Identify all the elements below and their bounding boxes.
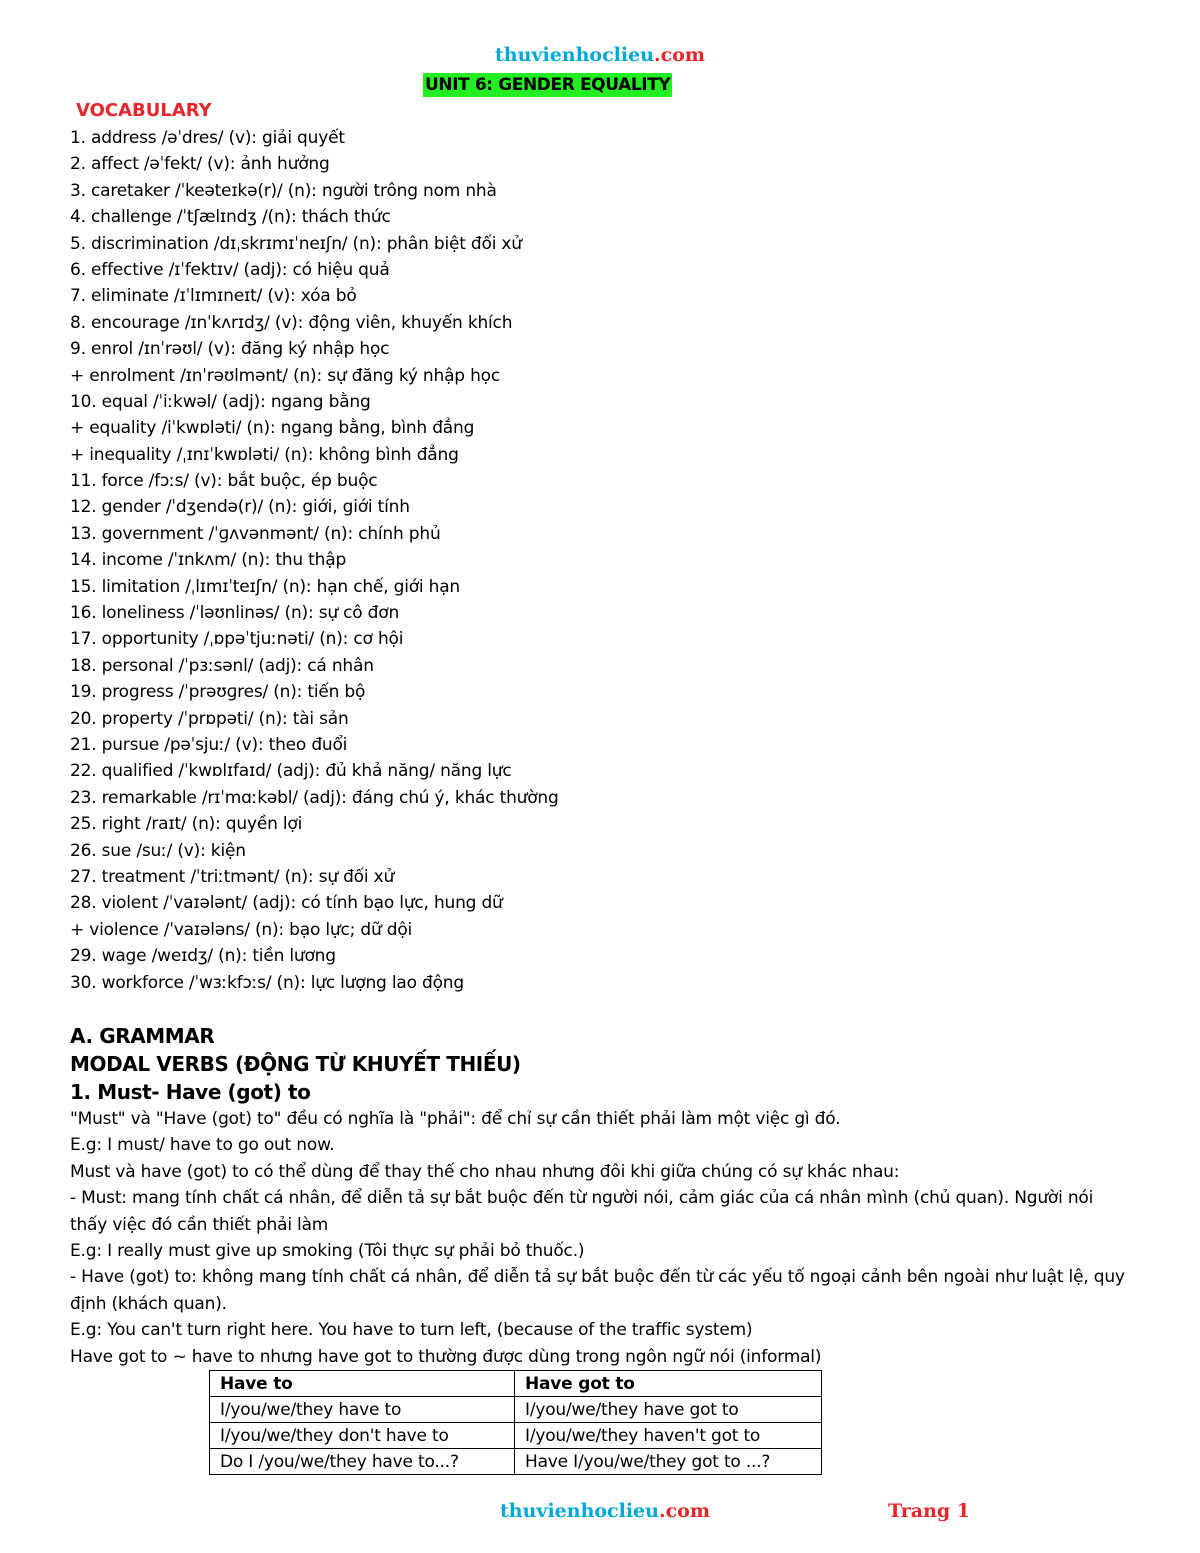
vocabulary-item: 6. effective /ɪˈfektɪv/ (adj): có hiệu quả: [70, 259, 390, 280]
table-row: [210, 1423, 822, 1449]
grammar-paragraph: Have got to ~ have to nhưng have got to thường được dùng trong ngôn ngữ nói (informal): [70, 1346, 822, 1367]
vocabulary-item: + violence /ˈvaɪələns/ (n): bạo lực; dữ dội: [70, 919, 413, 940]
site-domain: .com: [658, 1500, 710, 1522]
vocabulary-item: 10. equal /ˈiːkwəl/ (adj): ngang bằng: [70, 391, 371, 412]
grammar-section-title: 1. Must- Have (got) to: [70, 1080, 311, 1104]
vocabulary-list: [70, 125, 1130, 996]
vocabulary-item: + enrolment /ɪnˈrəʊlmənt/ (n): sự đăng ký nhập học: [70, 365, 501, 386]
vocabulary-item: 19. progress /ˈprəʊɡres/ (n): tiến bộ: [70, 682, 366, 703]
grammar-example: E.g: I really must give up smoking (Tôi thực sự phải bỏ thuốc.): [70, 1241, 585, 1262]
vocabulary-item: 29. wage /weɪdʒ/ (n): tiền lương: [70, 946, 336, 967]
vocabulary-item: 23. remarkable /rɪˈmɑːkəbl/ (adj): đáng chú ý, khác thường: [70, 787, 559, 808]
table-cell: I/you/we/they haven't got to: [515, 1423, 822, 1449]
vocabulary-item: + equality /iˈkwɒləti/ (n): ngang bằng, bình đẳng: [70, 418, 475, 439]
vocabulary-item: 5. discrimination /dɪˌskrɪmɪˈneɪʃn/ (n): phân biệt đối xử: [70, 233, 522, 254]
grammar-paragraph: "Must" và "Have (got) to" đều có nghĩa là "phải": để chỉ sự cần thiết phải làm một việc gì đó.: [70, 1109, 841, 1129]
vocabulary-item: 9. enrol /ɪnˈrəʊl/ (v): đăng ký nhập học: [70, 339, 390, 360]
vocabulary-item: 25. right /raɪt/ (n): quyền lợi: [70, 814, 303, 835]
page-number: Trang 1: [888, 1500, 971, 1522]
vocabulary-item: 2. affect /əˈfekt/ (v): ảnh hưởng: [70, 154, 330, 175]
site-footer[interactable]: [500, 1500, 710, 1522]
grammar-example: E.g: I must/ have to go out now.: [70, 1135, 335, 1156]
vocabulary-item: 28. violent /ˈvaɪələnt/ (adj): có tính bạo lực, hung dữ: [70, 893, 503, 914]
grammar-subheading: MODAL VERBS (ĐỘNG TỪ KHUYẾT THIẾU): [70, 1052, 521, 1076]
vocabulary-item: 15. limitation /ˌlɪmɪˈteɪʃn/ (n): hạn chế, giới hạn: [70, 576, 461, 597]
grammar-paragraph: - Must: mang tính chất cá nhân, để diễn tả sự bắt buộc đến từ người nói, cảm giác của cá nhân mình (chủ quan). Người nói thấy việc đó cần thiết phải làm: [70, 1188, 1094, 1235]
table-header-cell: Have to: [210, 1371, 515, 1397]
site-name: thuvienhoclieu: [495, 44, 654, 66]
vocabulary-item: 30. workforce /ˈwɜːkfɔːs/ (n): lực lượng lao động: [70, 972, 464, 993]
vocabulary-item: 27. treatment /ˈtriːtmənt/ (n): sự đối xử: [70, 866, 395, 887]
vocabulary-heading: VOCABULARY: [76, 100, 212, 121]
table-row: [210, 1397, 822, 1423]
vocabulary-item: 16. loneliness /ˈləʊnlinəs/ (n): sự cô đơn: [70, 603, 400, 624]
vocabulary-item: 11. force /fɔːs/ (v): bắt buộc, ép buộc: [70, 471, 378, 492]
have-to-table: [209, 1370, 822, 1475]
vocabulary-item: 1. address /əˈdres/ (v): giải quyết: [70, 128, 345, 148]
site-name: thuvienhoclieu: [500, 1500, 659, 1522]
vocabulary-item: 20. property /ˈprɒpəti/ (n): tài sản: [70, 708, 349, 729]
grammar-example: E.g: You can't turn right here. You have to turn left, (because of the traffic system): [70, 1320, 753, 1341]
table-cell: I/you/we/they don't have to: [210, 1423, 515, 1449]
vocabulary-item: 12. gender /ˈdʒendə(r)/ (n): giới, giới tính: [70, 497, 410, 518]
vocabulary-item: 17. opportunity /ˌɒpəˈtjuːnəti/ (n): cơ hội: [70, 629, 404, 650]
grammar-paragraph: - Have (got) to: không mang tính chất cá nhân, để diễn tả sự bắt buộc đến từ các yếu tố ngoại cảnh bên ngoài như luật lệ, quy định (khách quan).: [70, 1267, 1125, 1314]
site-domain: .com: [654, 44, 705, 66]
vocabulary-item: + inequality /ˌɪnɪˈkwɒləti/ (n): không bình đẳng: [70, 444, 459, 465]
site-header[interactable]: [0, 44, 1200, 66]
vocabulary-item: 7. eliminate /ɪˈlɪmɪneɪt/ (v): xóa bỏ: [70, 286, 357, 307]
vocabulary-item: 8. encourage /ɪnˈkʌrɪdʒ/ (v): động viên, khuyến khích: [70, 312, 513, 333]
table-header-cell: Have got to: [515, 1371, 822, 1397]
table-row: [210, 1449, 822, 1475]
vocabulary-item: 13. government /ˈɡʌvənmənt/ (n): chính phủ: [70, 523, 441, 544]
vocabulary-item: 4. challenge /ˈtʃælɪndʒ /(n): thách thức: [70, 207, 391, 228]
vocabulary-item: 18. personal /ˈpɜːsənl/ (adj): cá nhân: [70, 655, 374, 676]
vocabulary-item: 26. sue /suː/ (v): kiện: [70, 840, 246, 861]
table-cell: I/you/we/they have to: [210, 1397, 515, 1423]
vocabulary-item: 14. income /ˈɪnkʌm/ (n): thu thập: [70, 550, 347, 571]
table-cell: Have I/you/we/they got to ...?: [515, 1449, 822, 1475]
vocabulary-item: 3. caretaker /ˈkeəteɪkə(r)/ (n): người trông nom nhà: [70, 180, 497, 201]
table-cell: Do I /you/we/they have to...?: [210, 1449, 515, 1475]
vocabulary-item: 21. pursue /pəˈsjuː/ (v): theo đuổi: [70, 734, 348, 755]
grammar-section: [70, 1022, 1130, 1370]
table-header-row: [210, 1371, 822, 1397]
grammar-paragraph: Must và have (got) to có thể dùng để thay thế cho nhau nhưng đôi khi giữa chúng có sự khác nhau:: [70, 1161, 900, 1182]
table-cell: I/you/we/they have got to: [515, 1397, 822, 1423]
vocabulary-item: 22. qualified /ˈkwɒlɪfaɪd/ (adj): đủ khả năng/ năng lực: [70, 761, 512, 782]
grammar-heading: A. GRAMMAR: [70, 1024, 215, 1048]
unit-title: UNIT 6: GENDER EQUALITY: [425, 75, 671, 95]
